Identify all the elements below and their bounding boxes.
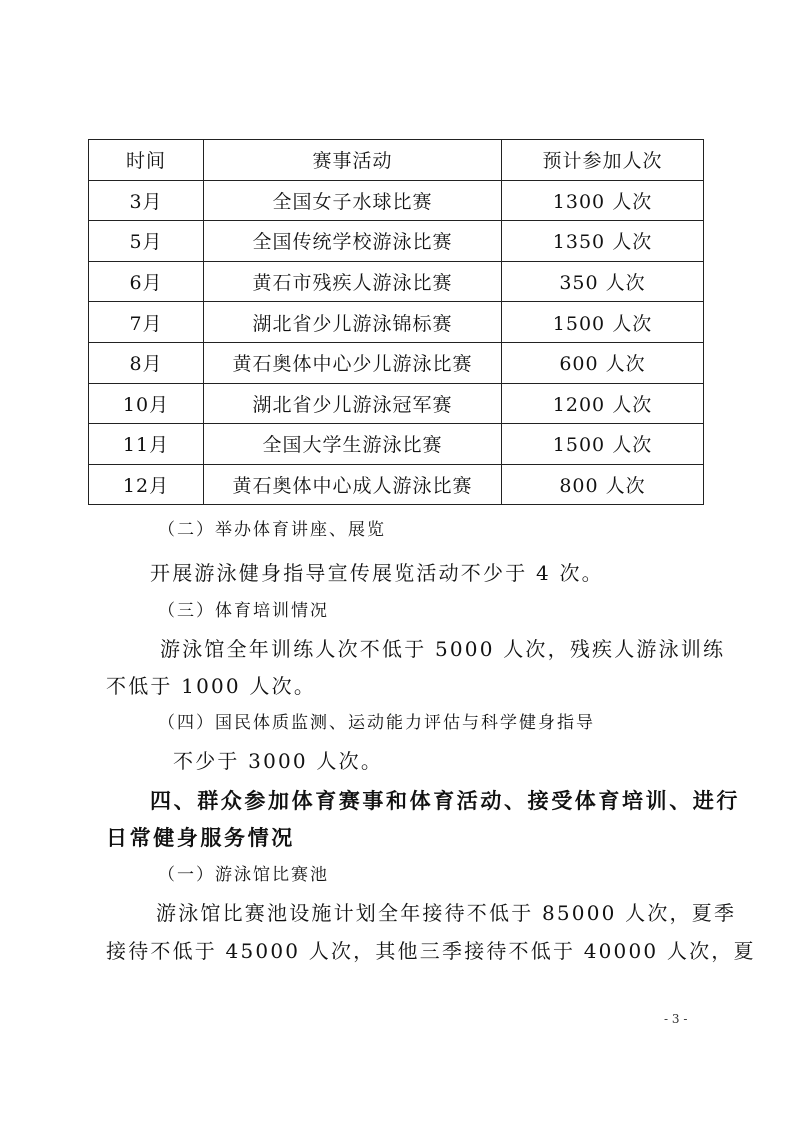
cell-event: 黄石奥体中心少儿游泳比赛 <box>204 342 502 383</box>
section-2-text: 开展游泳健身指导宣传展览活动不少于 4 次。 <box>150 561 604 585</box>
header-event: 赛事活动 <box>204 140 502 181</box>
page-number: - 3 - <box>664 1012 688 1026</box>
part-4-heading-line-1: 四、群众参加体育赛事和体育活动、接受体育培训、进行 <box>150 789 740 813</box>
cell-event: 湖北省少儿游泳冠军赛 <box>204 383 502 424</box>
cell-event: 黄石市残疾人游泳比赛 <box>204 261 502 302</box>
section-3-text-line-2: 不低于 1000 人次。 <box>106 674 317 698</box>
cell-participants: 1300 人次 <box>502 180 704 221</box>
table-header-row <box>89 140 704 181</box>
table-row <box>89 342 704 383</box>
table-row <box>89 180 704 221</box>
section-3-text-line-1: 游泳馆全年训练人次不低于 5000 人次，残疾人游泳训练 <box>160 637 726 661</box>
table-row <box>89 302 704 343</box>
table-row <box>89 464 704 505</box>
section-3-heading: （三）体育培训情况 <box>158 601 329 621</box>
table-row <box>89 383 704 424</box>
table-row <box>89 221 704 262</box>
section-4-heading: （四）国民体质监测、运动能力评估与科学健身指导 <box>158 713 595 733</box>
cell-month: 11月 <box>89 424 204 465</box>
cell-participants: 1500 人次 <box>502 302 704 343</box>
cell-event: 全国传统学校游泳比赛 <box>204 221 502 262</box>
cell-participants: 1200 人次 <box>502 383 704 424</box>
cell-event: 全国大学生游泳比赛 <box>204 424 502 465</box>
cell-month: 5月 <box>89 221 204 262</box>
section-4-text: 不少于 3000 人次。 <box>173 749 384 773</box>
cell-participants: 800 人次 <box>502 464 704 505</box>
cell-event: 湖北省少儿游泳锦标赛 <box>204 302 502 343</box>
cell-participants: 1500 人次 <box>502 424 704 465</box>
cell-event: 黄石奥体中心成人游泳比赛 <box>204 464 502 505</box>
part-4-section-1-text-line-2: 接待不低于 45000 人次，其他三季接待不低于 40000 人次，夏 <box>106 939 756 963</box>
header-time: 时间 <box>89 140 204 181</box>
table-row <box>89 424 704 465</box>
cell-month: 8月 <box>89 342 204 383</box>
events-table <box>88 139 704 505</box>
cell-participants: 600 人次 <box>502 342 704 383</box>
cell-event: 全国女子水球比赛 <box>204 180 502 221</box>
cell-month: 10月 <box>89 383 204 424</box>
section-2-heading: （二）举办体育讲座、展览 <box>158 520 386 540</box>
table-row <box>89 261 704 302</box>
part-4-section-1-heading: （一）游泳馆比赛池 <box>158 865 329 885</box>
part-4-heading-line-2: 日常健身服务情况 <box>106 826 295 850</box>
cell-month: 7月 <box>89 302 204 343</box>
cell-month: 6月 <box>89 261 204 302</box>
cell-month: 3月 <box>89 180 204 221</box>
cell-month: 12月 <box>89 464 204 505</box>
cell-participants: 350 人次 <box>502 261 704 302</box>
part-4-section-1-text-line-1: 游泳馆比赛池设施计划全年接待不低于 85000 人次，夏季 <box>156 901 737 925</box>
header-participants: 预计参加人次 <box>502 140 704 181</box>
cell-participants: 1350 人次 <box>502 221 704 262</box>
